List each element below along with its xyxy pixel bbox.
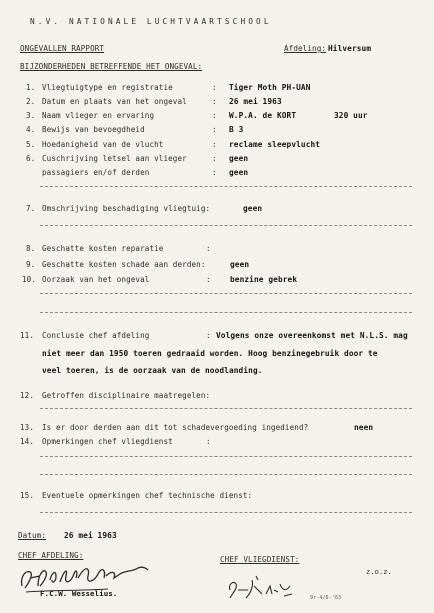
item-number: 11. xyxy=(20,331,35,340)
item-number: 3. xyxy=(26,111,36,120)
item-value: geen xyxy=(230,260,250,269)
dotted-line xyxy=(40,474,412,475)
item-separator: : xyxy=(212,83,217,92)
item-number: 5. xyxy=(26,140,36,149)
item-label: Datum en plaats van het ongeval xyxy=(42,97,187,106)
item-value: B 3 xyxy=(229,125,244,134)
item-label: Getroffen disciplinaire maatregelen: xyxy=(42,391,211,400)
item-separator: : xyxy=(212,140,217,149)
item-label: Vliegtuigtype en registratie xyxy=(42,83,173,92)
item-extra-value: 320 uur xyxy=(334,111,368,120)
item-label: Cuschrijving letsel aan vlieger xyxy=(42,154,187,163)
item-number: 8. xyxy=(26,244,36,253)
item-number: 1. xyxy=(26,83,36,92)
item-number: 10. xyxy=(22,275,37,284)
item-number: 9. xyxy=(26,260,36,269)
item-label: Omschrijving beschadiging vliegtuig: xyxy=(42,204,211,213)
item-separator: : xyxy=(206,437,211,446)
item-separator: : xyxy=(206,275,211,284)
item-number: 7. xyxy=(26,204,36,213)
item-separator: : xyxy=(206,244,211,253)
item-value: geen xyxy=(229,154,249,163)
date-label: Datum: xyxy=(18,531,47,540)
item-label: Naam vlieger en ervaring xyxy=(42,111,155,120)
item-label: passagiers en/of derden xyxy=(42,168,150,177)
item-number: 6. xyxy=(26,154,36,163)
item-separator: : xyxy=(212,168,217,177)
item-number: 15. xyxy=(20,491,35,500)
item-label: Geschatte kosten schade aan derden: xyxy=(42,260,206,269)
item-value: Volgens onze overeenkomst met N.L.S. mag xyxy=(216,331,408,340)
item-value: benzine gebrek xyxy=(230,275,298,284)
item-label: Conclusie chef afdeling xyxy=(42,331,150,340)
item-value: geen xyxy=(229,168,249,177)
item-number: 13. xyxy=(20,423,35,432)
item-separator: : xyxy=(212,154,217,163)
chef-afdeling-label: CHEF AFDELING: xyxy=(18,551,84,560)
item-label: Bewijs van bevoegdheid xyxy=(42,125,145,134)
item-separator: : xyxy=(212,125,217,134)
subtitle: BIJZONDERHEDEN BETREFFENDE HET ONGEVAL: xyxy=(20,62,203,71)
conclusion-line: veel toeren, is de oorzaak van de noodlanding. xyxy=(42,366,263,375)
item-number: 4. xyxy=(26,125,36,134)
item-separator: : xyxy=(212,111,217,120)
item-separator: : xyxy=(206,331,211,340)
item-label: Eventuele opmerkingen chef technische dienst: xyxy=(42,491,253,500)
handwritten-note-image xyxy=(226,572,298,604)
dotted-line xyxy=(40,186,412,187)
dotted-line xyxy=(40,456,412,457)
item-value: Tiger Moth PH-UAN xyxy=(229,83,311,92)
item-number: 2. xyxy=(26,97,36,106)
item-label: Is er door derden aan dit tot schadevergoeding ingediend? xyxy=(42,423,309,432)
dotted-line xyxy=(40,408,412,409)
item-value: geen xyxy=(243,204,263,213)
item-value: W.P.A. de KORT xyxy=(229,111,297,120)
school-name: N.V. NATIONALE LUCHTVAARTSCHOOL xyxy=(30,17,272,26)
conclusion-line: niet meer dan 1950 toeren gedraaid worden. Hoog benzinegebruik door te xyxy=(42,349,378,358)
dotted-line xyxy=(40,312,412,313)
item-number: 14. xyxy=(20,437,35,446)
report-title: ONGEVALLEN RAPPORT xyxy=(20,44,105,53)
handwritten-note-text: 9r-4/6-'63 xyxy=(310,595,342,601)
dotted-line xyxy=(40,293,412,294)
item-number: 12. xyxy=(20,391,35,400)
item-label: Geschatte kosten reparatie xyxy=(42,244,164,253)
item-value: reclame sleepvlucht xyxy=(229,140,321,149)
department-label: Afdeling: xyxy=(284,44,327,53)
department-value: Hilversum xyxy=(328,44,372,53)
item-separator: : xyxy=(212,97,217,106)
dotted-line xyxy=(40,512,412,513)
item-label: Hoedanigheid van de vlucht xyxy=(42,140,164,149)
chef-vliegdienst-label: CHEF VLIEGDIENST: xyxy=(220,555,300,564)
date-value: 26 mei 1963 xyxy=(64,531,117,540)
item-value: neen xyxy=(354,423,374,432)
item-value: 26 mei 1963 xyxy=(229,97,282,106)
item-label: Oorzaak van het ongeval xyxy=(42,275,150,284)
dotted-line xyxy=(40,225,412,226)
initials: z.o.z. xyxy=(366,568,392,576)
signature-name: F.C.W. Wesselius. xyxy=(40,589,118,598)
item-label: Opmerkingen chef vliegdienst xyxy=(42,437,173,446)
